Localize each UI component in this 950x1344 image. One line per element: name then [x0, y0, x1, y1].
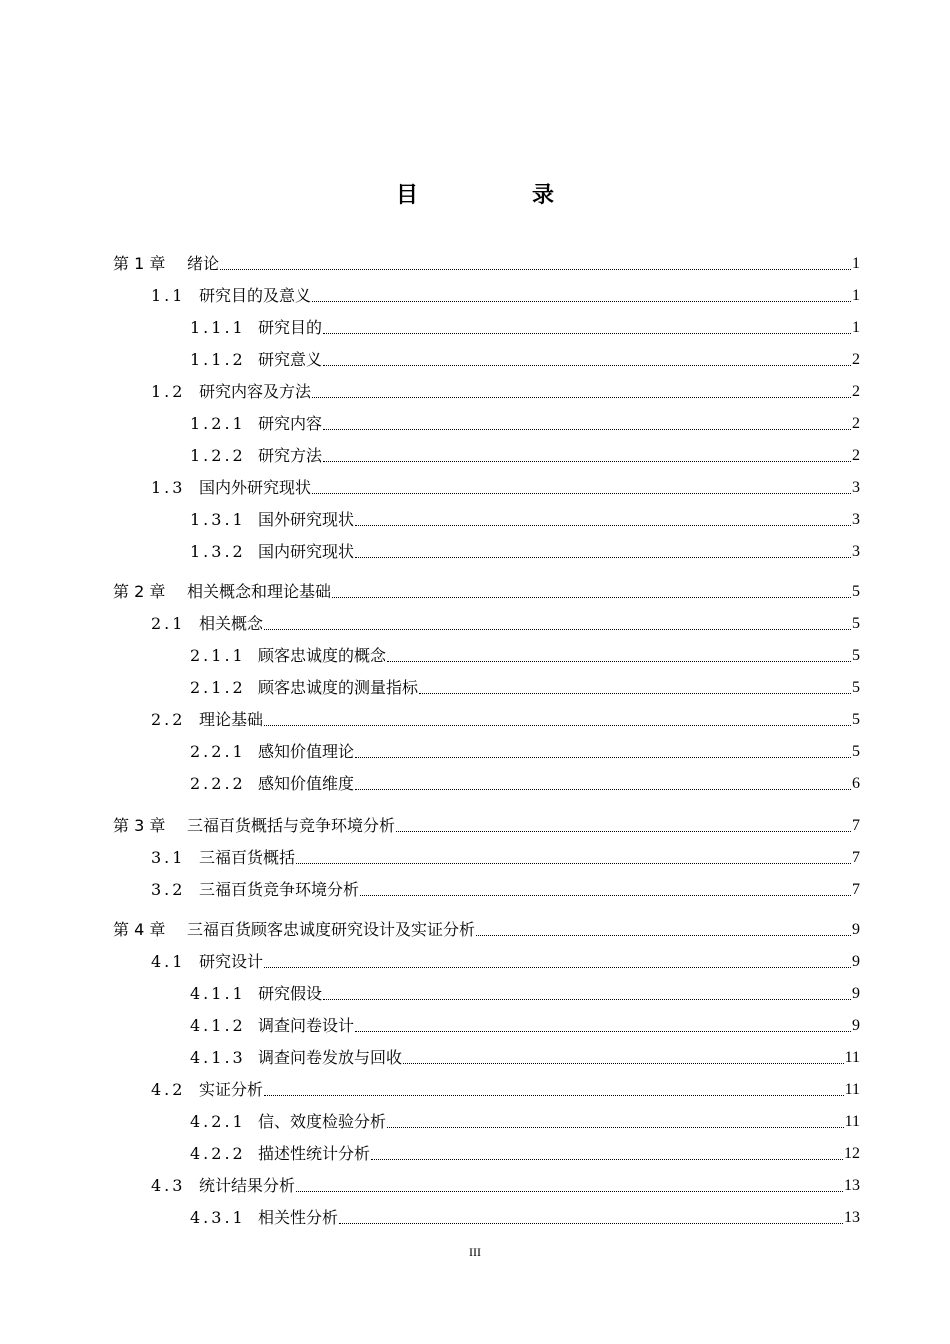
toc-dot-leader [332, 596, 851, 598]
toc-entry-page: 11 [844, 1113, 860, 1130]
toc-entry-title: 相关概念和理论基础 [187, 582, 332, 601]
toc-entry-title: 调查问卷发放与回收 [258, 1048, 403, 1067]
toc-entry-page: 13 [844, 1209, 860, 1226]
toc-entry[interactable] [113, 314, 860, 338]
toc-entry-title: 顾客忠诚度的概念 [258, 646, 387, 665]
toc-entry-title: 国内外研究现状 [199, 478, 312, 497]
toc-dot-leader [355, 756, 851, 758]
toc-entry-title: 相关概念 [199, 614, 264, 633]
toc-dot-leader [264, 628, 851, 630]
toc-entry-number: 1.3.1 [190, 510, 246, 529]
page-number-footer: III [469, 1245, 481, 1259]
toc-dot-leader [339, 1222, 843, 1224]
toc-entry-number: 3.1 [151, 848, 186, 867]
toc-entry[interactable] [113, 346, 860, 370]
toc-entry-number: 2.1 [151, 614, 186, 633]
toc-entry-page: 12 [844, 1145, 860, 1162]
toc-entry[interactable] [113, 642, 860, 666]
toc-entry[interactable] [113, 1044, 860, 1068]
toc-entry-page: 9 [852, 1017, 860, 1034]
toc-entry[interactable] [113, 706, 860, 730]
toc-dot-leader [264, 966, 851, 968]
toc-entry-page: 5 [852, 711, 860, 728]
toc-entry-page: 5 [852, 647, 860, 664]
toc-entry-title: 描述性统计分析 [258, 1144, 371, 1163]
toc-entry[interactable] [113, 578, 860, 602]
toc-dot-leader [360, 894, 851, 896]
toc-entry-number: 第 3 章 [113, 816, 166, 835]
toc-entry[interactable] [113, 980, 860, 1004]
toc-entry-number: 4.1.1 [190, 984, 246, 1003]
toc-entry-title: 实证分析 [199, 1080, 264, 1099]
toc-entry-number: 第 4 章 [113, 920, 166, 939]
toc-entry[interactable] [113, 844, 860, 868]
toc-entry-title: 研究假设 [258, 984, 323, 1003]
toc-entry-page: 6 [852, 775, 860, 792]
toc-entry-title: 感知价值理论 [258, 742, 355, 761]
toc-entry-page: 5 [852, 679, 860, 696]
toc-entry-title: 国外研究现状 [258, 510, 355, 529]
toc-entry[interactable] [113, 442, 860, 466]
toc-entry-number: 2.1.1 [190, 646, 246, 665]
toc-entry-page: 2 [852, 447, 860, 464]
toc-entry-page: 1 [852, 287, 860, 304]
toc-entry-page: 3 [852, 479, 860, 496]
toc-entry-number: 1.2.2 [190, 446, 246, 465]
toc-entry-page: 5 [852, 743, 860, 760]
toc-entry-page: 5 [852, 615, 860, 632]
toc-entry[interactable] [113, 1108, 860, 1132]
toc-dot-leader [371, 1158, 843, 1160]
toc-entry[interactable] [113, 610, 860, 634]
toc-entry-number: 2.2.1 [190, 742, 246, 761]
toc-entry-number: 3.2 [151, 880, 186, 899]
toc-title: 目 录 [395, 183, 600, 208]
toc-entry[interactable] [113, 738, 860, 762]
toc-entry-number: 4.1.2 [190, 1016, 246, 1035]
toc-dot-leader [355, 556, 851, 558]
toc-entry[interactable] [113, 1076, 860, 1100]
toc-entry-title: 理论基础 [199, 710, 264, 729]
toc-entry-number: 4.1.3 [190, 1048, 246, 1067]
toc-entry-number: 4.2 [151, 1080, 186, 1099]
toc-entry-page: 1 [852, 255, 860, 272]
toc-entry-title: 研究方法 [258, 446, 323, 465]
toc-entry-title: 研究目的 [258, 318, 323, 337]
toc-entry-title: 国内研究现状 [258, 542, 355, 561]
toc-dot-leader [323, 460, 851, 462]
toc-dot-leader [355, 788, 851, 790]
toc-entry[interactable] [113, 916, 860, 940]
toc-entry[interactable] [113, 1172, 860, 1196]
toc-dot-leader [296, 1190, 843, 1192]
toc-entry-number: 1.3 [151, 478, 186, 497]
toc-entry-page: 1 [852, 319, 860, 336]
toc-entry-number: 1.2 [151, 382, 186, 401]
toc-dot-leader [296, 862, 851, 864]
toc-entry-page: 2 [852, 415, 860, 432]
toc-entry[interactable] [113, 1140, 860, 1164]
toc-entry-title: 调查问卷设计 [258, 1016, 355, 1035]
toc-entry-page: 7 [852, 817, 860, 834]
toc-entry-number: 2.2.2 [190, 774, 246, 793]
toc-entry-number: 2.2 [151, 710, 186, 729]
toc-entry-title: 三福百货概括与竞争环境分析 [187, 816, 396, 835]
toc-dot-leader [220, 268, 851, 270]
toc-entry-number: 4.2.2 [190, 1144, 246, 1163]
toc-dot-leader [312, 396, 851, 398]
toc-entry[interactable] [113, 674, 860, 698]
toc-entry-title: 绪论 [187, 254, 220, 273]
toc-entry-title: 相关性分析 [258, 1208, 339, 1227]
toc-entry[interactable] [113, 506, 860, 530]
toc-entry-number: 1.1.1 [190, 318, 246, 337]
toc-entry-page: 9 [852, 921, 860, 938]
toc-entry[interactable] [113, 282, 860, 306]
toc-entry-page: 7 [852, 881, 860, 898]
toc-entry-page: 11 [844, 1049, 860, 1066]
toc-entry[interactable] [113, 770, 860, 794]
toc-entry-title: 研究设计 [199, 952, 264, 971]
toc-entry-page: 3 [852, 511, 860, 528]
toc-entry-title: 顾客忠诚度的测量指标 [258, 678, 419, 697]
toc-dot-leader [419, 692, 851, 694]
toc-entry[interactable] [113, 948, 860, 972]
toc-entry-title: 研究目的及意义 [199, 286, 312, 305]
toc-dot-leader [264, 724, 851, 726]
toc-entry[interactable] [113, 410, 860, 434]
toc-entry-number: 4.2.1 [190, 1112, 246, 1131]
toc-entry[interactable] [113, 812, 860, 836]
toc-dot-leader [355, 1030, 851, 1032]
toc-entry-title: 研究内容 [258, 414, 323, 433]
toc-entry[interactable] [113, 538, 860, 562]
toc-entry-number: 1.1.2 [190, 350, 246, 369]
toc-dot-leader [387, 660, 851, 662]
toc-entry[interactable] [113, 250, 860, 274]
toc-entry-number: 1.3.2 [190, 542, 246, 561]
toc-dot-leader [264, 1094, 844, 1096]
toc-dot-leader [355, 524, 851, 526]
toc-dot-leader [323, 332, 851, 334]
toc-entry[interactable] [113, 1012, 860, 1036]
toc-entry-title: 三福百货概括 [199, 848, 296, 867]
toc-entry-page: 9 [852, 985, 860, 1002]
toc-entry-title: 感知价值维度 [258, 774, 355, 793]
toc-entry-number: 2.1.2 [190, 678, 246, 697]
toc-entry-page: 7 [852, 849, 860, 866]
toc-entry-number: 4.3 [151, 1176, 186, 1195]
toc-entry-number: 1.1 [151, 286, 186, 305]
toc-entry[interactable] [113, 378, 860, 402]
toc-entry-title: 统计结果分析 [199, 1176, 296, 1195]
toc-dot-leader [476, 934, 851, 936]
toc-dot-leader [403, 1062, 844, 1064]
toc-entry-number: 1.2.1 [190, 414, 246, 433]
toc-entry[interactable] [113, 876, 860, 900]
toc-entry-page: 13 [844, 1177, 860, 1194]
toc-entry-title: 研究意义 [258, 350, 323, 369]
toc-entry-page: 2 [852, 383, 860, 400]
toc-dot-leader [323, 364, 851, 366]
toc-entry-title: 三福百货竞争环境分析 [199, 880, 360, 899]
toc-entry-page: 9 [852, 953, 860, 970]
toc-dot-leader [323, 428, 851, 430]
toc-entry[interactable] [113, 474, 860, 498]
toc-entry-number: 第 1 章 [113, 254, 166, 273]
toc-dot-leader [312, 492, 851, 494]
toc-dot-leader [312, 300, 851, 302]
toc-dot-leader [396, 830, 851, 832]
toc-entry-page: 5 [852, 583, 860, 600]
toc-entry-number: 第 2 章 [113, 582, 166, 601]
toc-entry-title: 研究内容及方法 [199, 382, 312, 401]
toc-dot-leader [323, 998, 851, 1000]
toc-entry-title: 三福百货顾客忠诚度研究设计及实证分析 [187, 920, 476, 939]
toc-entry-number: 4.1 [151, 952, 186, 971]
toc-entry-page: 3 [852, 543, 860, 560]
toc-dot-leader [387, 1126, 844, 1128]
toc-entry-page: 2 [852, 351, 860, 368]
toc-entry-number: 4.3.1 [190, 1208, 246, 1227]
toc-entry-title: 信、效度检验分析 [258, 1112, 387, 1131]
toc-entry[interactable] [113, 1204, 860, 1228]
toc-entry-page: 11 [844, 1081, 860, 1098]
